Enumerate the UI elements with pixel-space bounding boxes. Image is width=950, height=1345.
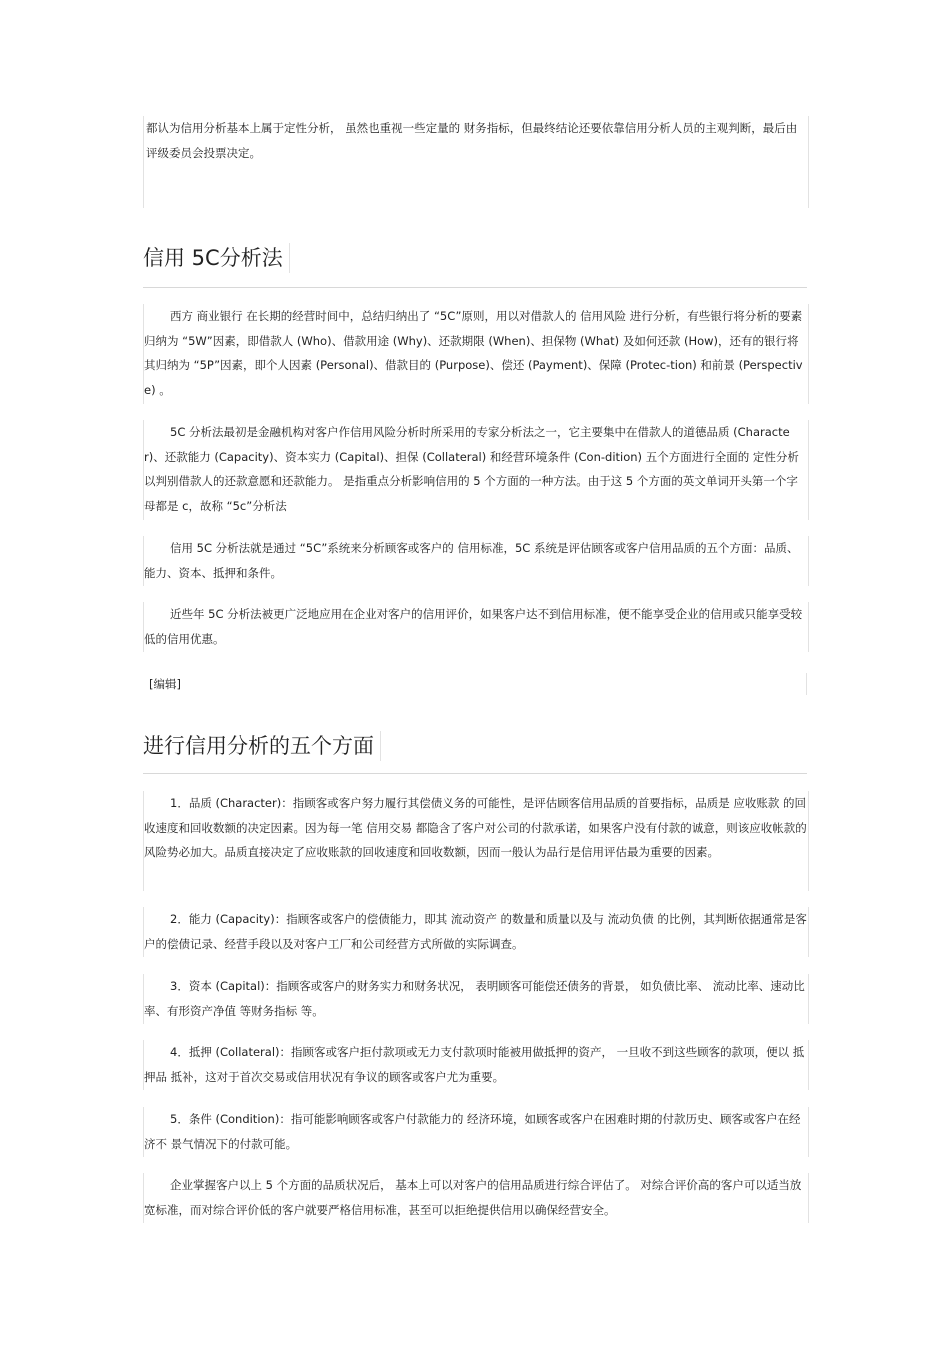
section-divider (143, 287, 807, 288)
s2-paragraph-character-block (143, 791, 809, 891)
s1-paragraph-4: 近些年 5C 分析法被更广泛地应用在企业对客户的信用评价，如果客户达不到信用标准，便不能享受企业的信用或只能享受较低的信用优惠。 (144, 607, 803, 646)
s1-paragraph-3-block (143, 536, 809, 586)
s2-paragraph-summary-block (143, 1173, 809, 1223)
s2-paragraph-condition: 5．条件 (Condition)：指可能影响顾客或客户付款能力的 经济环境，如顾客或客户在困难时期的付款历史、顾客或客户在经济不 景气情况下的付款可能。 (144, 1112, 801, 1151)
s2-paragraph-capacity: 2．能力 (Capacity)：指顾客或客户的偿债能力，即其 流动资产 的数量和质量以及与 流动负债 的比例，其判断依据通常是客户的偿债记录、经营手段以及对客户工厂和公司经营方式所做的实际调查。 (144, 912, 807, 951)
s2-paragraph-collateral-block (143, 1040, 809, 1090)
s2-paragraph-capacity-block (143, 907, 809, 957)
section-title-five-aspects: 进行信用分析的五个方面 (143, 731, 381, 761)
s2-paragraph-capital: 3．资本 (Capital)：指顾客或客户的财务实力和财务状况， 表明顾客可能偿还债务的背景， 如负债比率、 流动比率、速动比率、有形资产净值 等财务指标 等。 (144, 979, 805, 1018)
s2-paragraph-character: 1．品质 (Character)：指顾客或客户努力履行其偿债义务的可能性，是评估顾客信用品质的首要指标，品质是 应收账款 的回收速度和回收数额的决定因素。因为每一笔 信用交易 都隐含了客户对公司的付款承诺，如果客户没有付款的诚意，则该应收帐款的风险势必加大。品质直接决定了应收账款的回收速度和回收数额，因而一般认为品行是信用评估最为重要的因素。 (144, 796, 807, 859)
section-divider (143, 773, 807, 774)
s1-paragraph-1: 西方 商业银行 在长期的经营时间中，总结归纳出了 “5C”原则，用以对借款人的 信用风险 进行分析，有些银行将分析的要素归纳为 “5W”因素，即借款人 (Who)、借款用途 (Why)、还款期限 (When)、担保物 (What) 及如何还款 (How)，还有的银行将其归纳为 “5P”因素，即个人因素 (Personal)、借款目的 (Purpose)、偿还 (Payment)、保障 (Protec-tion) 和前景 (Perspective) 。 (144, 309, 803, 397)
s2-paragraph-condition-block (143, 1107, 809, 1157)
s2-paragraph-capital-block (143, 974, 809, 1024)
s2-paragraph-collateral: 4．抵押 (Collateral)：指顾客或客户拒付款项或无力支付款项时能被用做抵押的资产， 一旦收不到这些顾客的款项，便以 抵押品 抵补，这对于首次交易或信用状况有争议的顾客或客户尤为重要。 (144, 1045, 805, 1084)
s1-paragraph-2: 5C 分析法最初是金融机构对客户作信用风险分析时所采用的专家分析法之一，它主要集中在借款人的道德品质 (Character)、还款能力 (Capacity)、资本实力 (Capital)、担保 (Collateral) 和经营环境条件 (Con-dition) 五个方面进行全面的 定性分析 以判别借款人的还款意愿和还款能力。 是指重点分析影响信用的 5 个方面的一种方法。由于这 5 个方面的英文单词开头第一个字母都是 c，故称 “5c”分析法 (144, 425, 799, 513)
intro-block (143, 116, 809, 208)
s1-paragraph-3: 信用 5C 分析法就是通过 “5C”系统来分析顾客或客户的 信用标准，5C 系统是评估顾客或客户信用品质的五个方面：品质、能力、资本、抵押和条件。 (144, 541, 799, 580)
intro-paragraph: 都认为信用分析基本上属于定性分析， 虽然也重视一些定量的 财务指标，但最终结论还要依靠信用分析人员的主观判断，最后由评级委员会投票决定。 (146, 121, 798, 160)
s1-paragraph-1-block (143, 304, 809, 404)
edit-link[interactable]: [编辑] (143, 673, 807, 695)
s1-paragraph-4-block (143, 602, 809, 652)
section-title-5c: 信用 5C分析法 (143, 243, 290, 273)
s1-paragraph-2-block (143, 420, 809, 520)
s2-paragraph-summary: 企业掌握客户以上 5 个方面的品质状况后， 基本上可以对客户的信用品质进行综合评估了。 对综合评价高的客户可以适当放宽标准，而对综合评价低的客户就要严格信用标准，甚至可以拒绝提供信用以确保经营安全。 (144, 1178, 802, 1217)
